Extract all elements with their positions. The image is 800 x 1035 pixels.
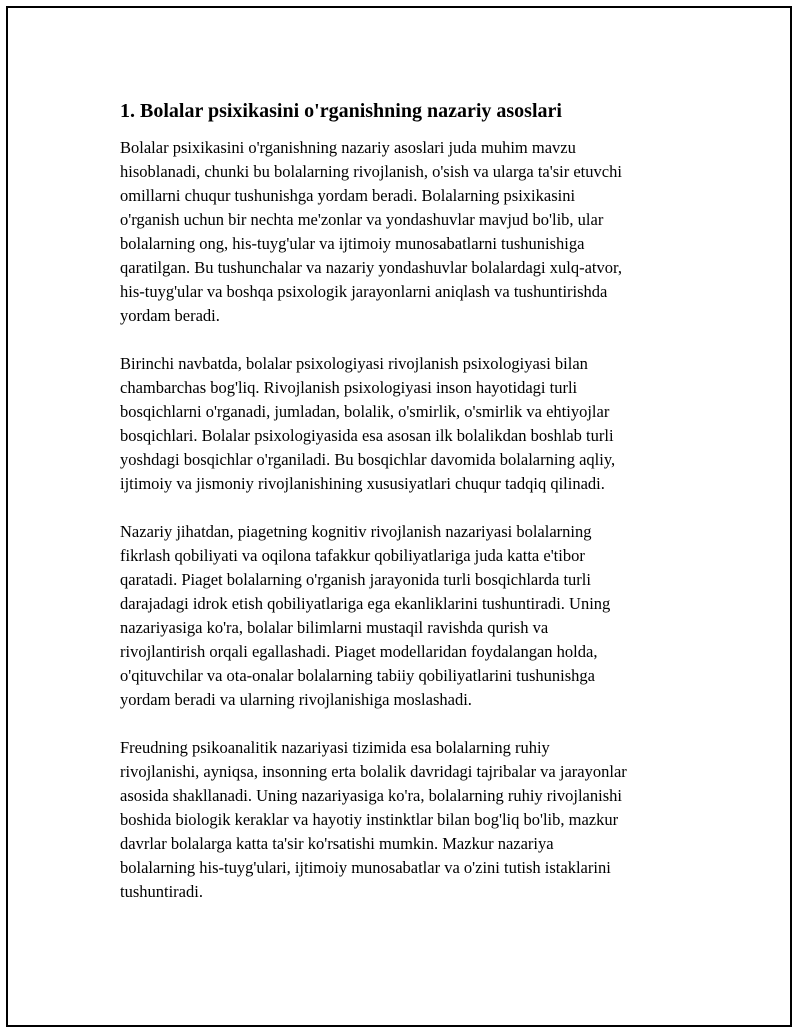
- paragraph-1: Bolalar psixikasini o'rganishning nazariy asoslari juda muhim mavzu hisoblanadi, chunki bu bolalarning rivojlanish, o'sish va ularga ta'sir etuvchi omillarni chuqur tushunishga yordam beradi. Bolalarning psixikasini o'rganish uchun bir nechta me'zonlar va yondashuvlar mavjud bo'lib, ular bolalarning ong, his-tuyg'ular va ijtimoiy munosabatlarni tushunishiga qaratilgan. Bu tushunchalar va nazariy yondashuvlar bolalardagi xulq-atvor, his-tuyg'ular va boshqa psixologik jarayonlarni aniqlash va tushuntirishda yordam beradi.: [120, 138, 622, 325]
- document-page: [6, 6, 792, 1027]
- paragraph-2: Birinchi navbatda, bolalar psixologiyasi rivojlanish psixologiyasi bilan chambarchas bog'liq. Rivojlanish psixologiyasi inson hayotidagi turli bosqichlarni o'rganadi, jumladan, bolalik, o'smirlik, o'smirlik va ehtiyojlar bosqichlari. Bolalar psixologiyasida esa asosan ilk bolalikdan boshlab turli yoshdagi bosqichlar o'rganiladi. Bu bosqichlar davomida bolalarning aqliy, ijtimoiy va jismoniy rivojlanishining xususiyatlari chuqur tadqiq qilinadi.: [120, 354, 616, 493]
- section-heading: 1. Bolalar psixikasini o'rganishning nazariy asoslari: [120, 100, 562, 122]
- document-body: [120, 98, 700, 928]
- paragraph-3: Nazariy jihatdan, piagetning kognitiv rivojlanish nazariyasi bolalarning fikrlash qobiliyati va oqilona tafakkur qobiliyatlariga juda katta e'tibor qaratadi. Piaget bolalarning o'rganish jarayonida turli bosqichlarda turli darajadagi idrok etish qobiliyatlariga ega ekanliklarini tushuntiradi. Uning nazariyasiga ko'ra, bolalar bilimlarni mustaqil ravishda qurish va rivojlantirish orqali egallashadi. Piaget modellaridan foydalangan holda, o'qituvchilar va ota-onalar bolalarning tabiiy qobiliyatlarini tushunishga yordam beradi va ularning rivojlanishiga moslashadi.: [120, 522, 611, 709]
- paragraph-4: Freudning psikoanalitik nazariyasi tizimida esa bolalarning ruhiy rivojlanishi, ayniqsa, insonning erta bolalik davridagi tajribalar va jarayonlar asosida shakllanadi. Uning nazariyasiga ko'ra, bolalarning ruhiy rivojlanishi boshida biologik keraklar va hayotiy instinktlar bilan bog'liq bo'lib, mazkur davrlar bolalarga katta ta'sir ko'rsatishi mumkin. Mazkur nazariya bolalarning his-tuyg'ulari, ijtimoiy munosabatlar va o'zini tutish istaklarini tushuntiradi.: [120, 738, 627, 901]
